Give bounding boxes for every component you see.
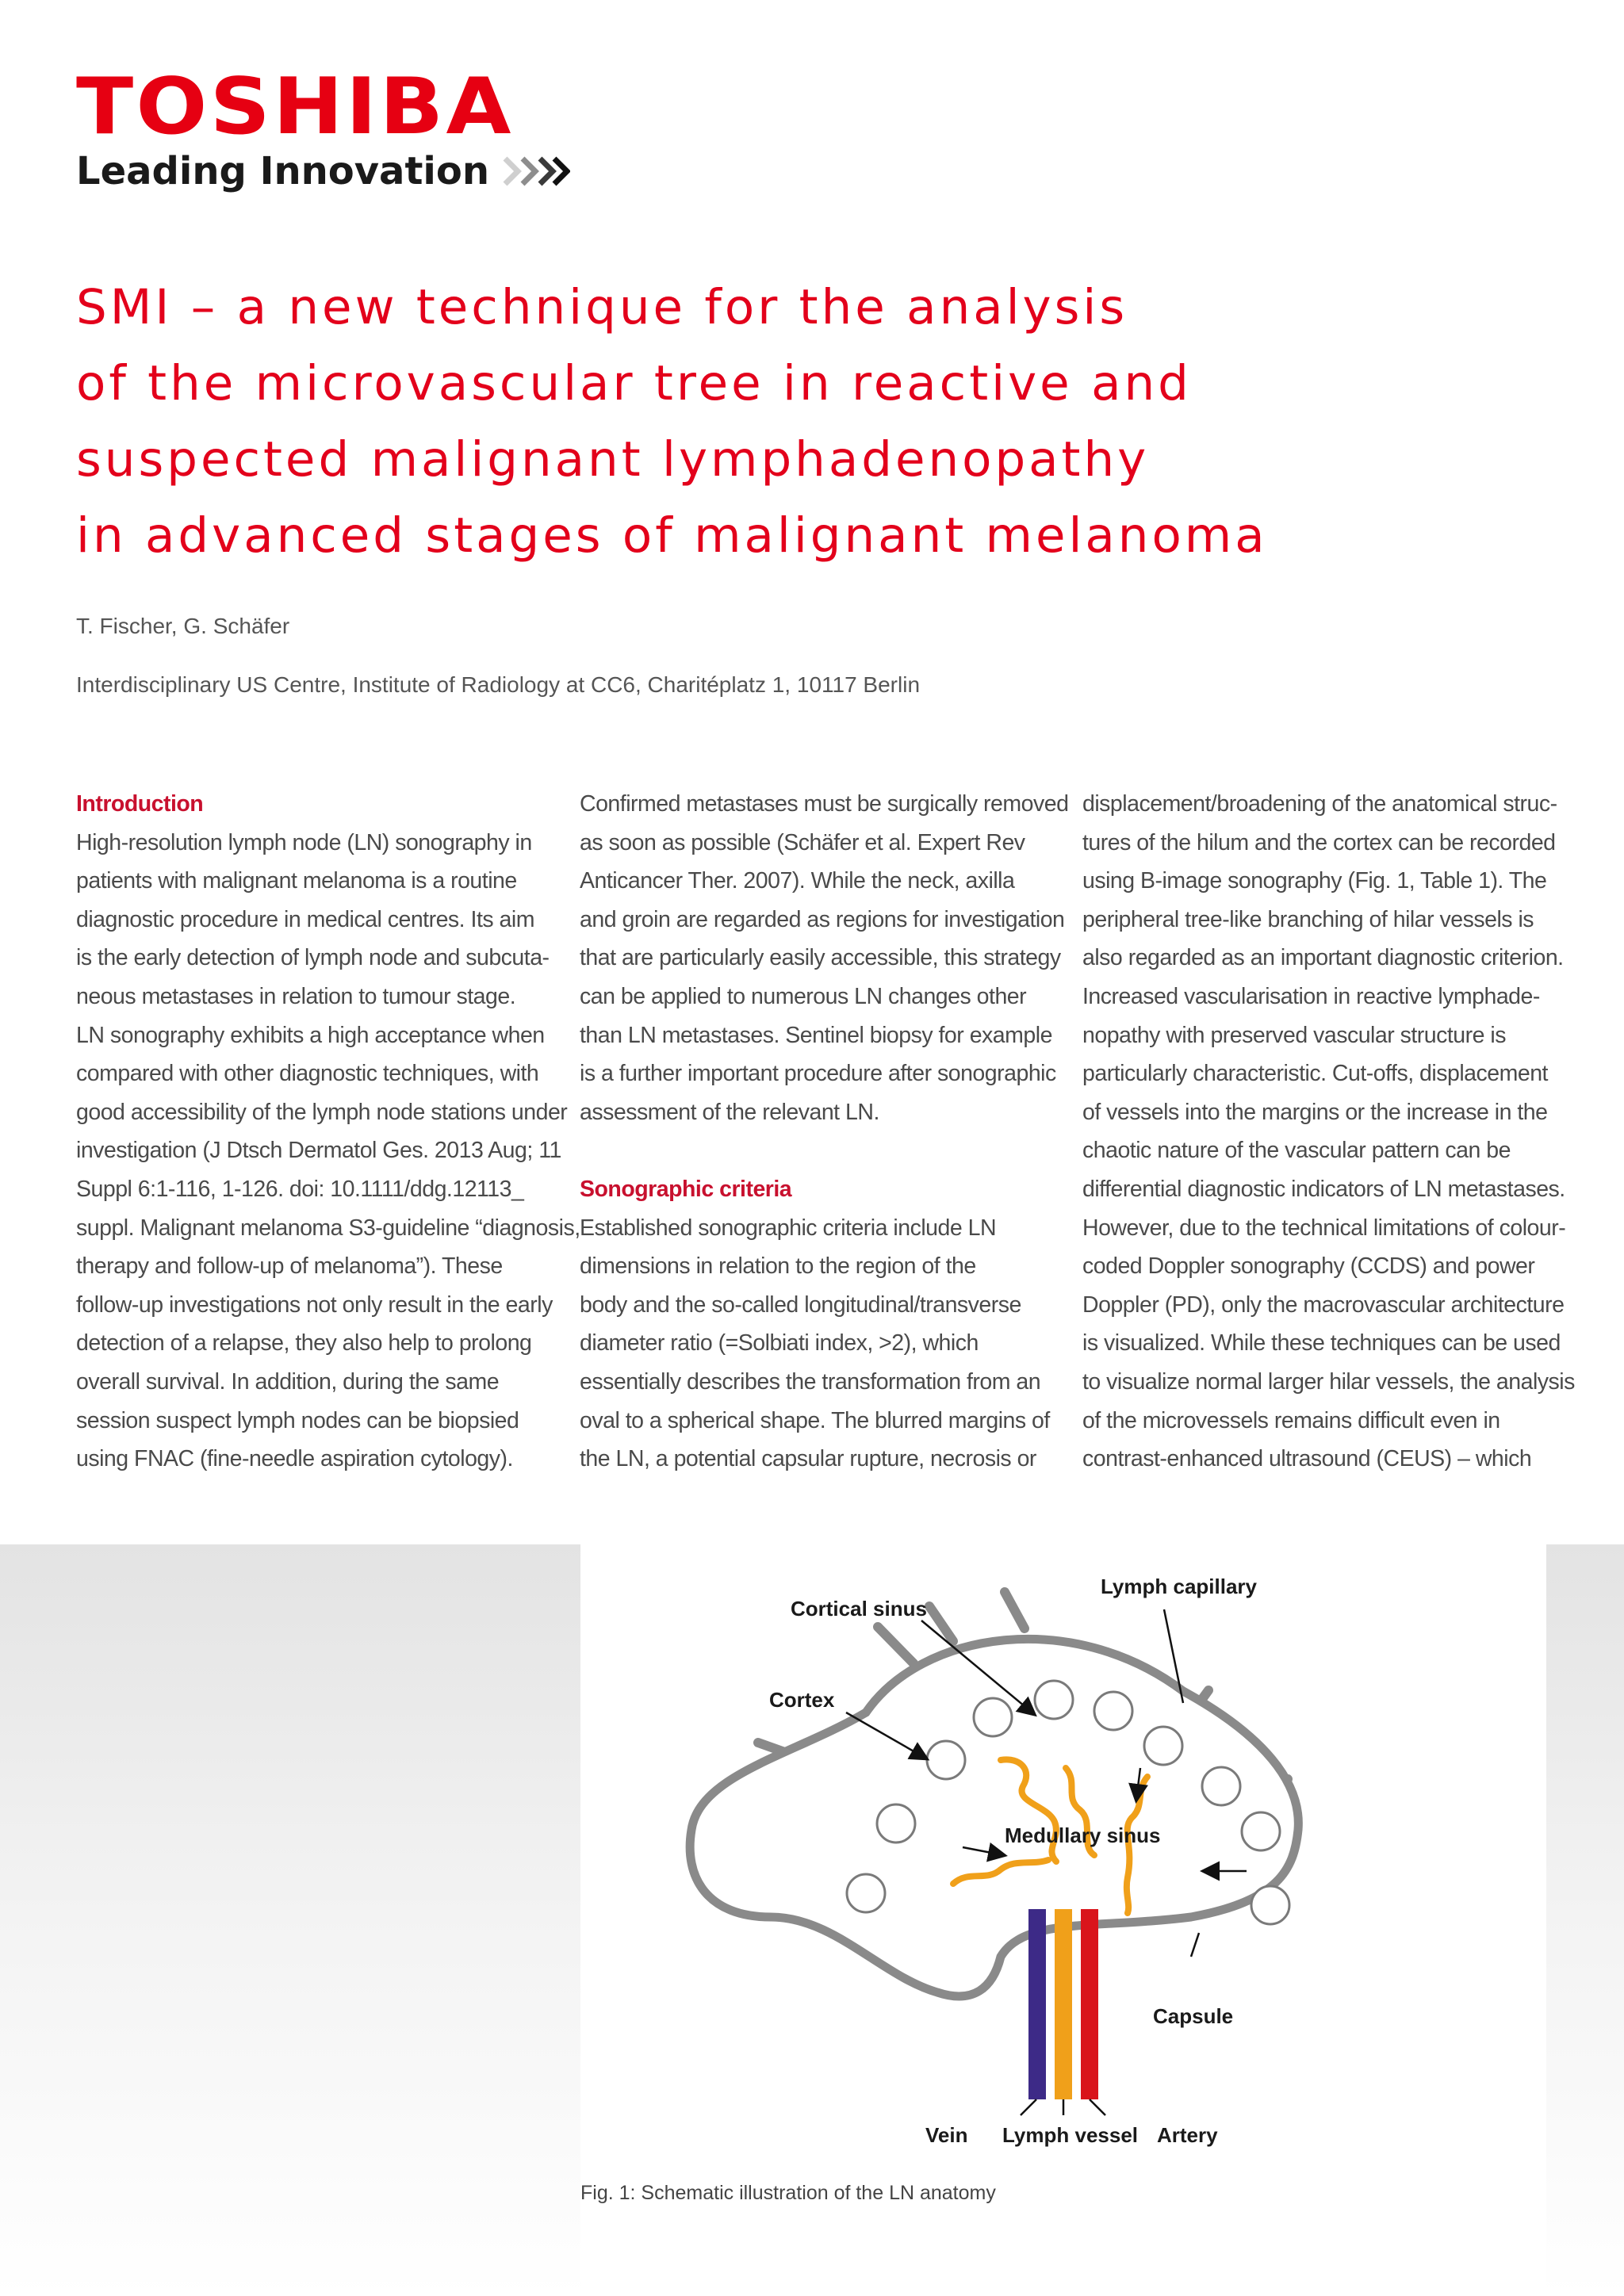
label-vein: Vein [925,2123,968,2147]
metastases-paragraph [580,785,1069,1131]
text-line: contrast-enhanced ultrasound (CEUS) – which [1082,1446,1532,1472]
text-line: body and the so-called longitudinal/transverse [580,1292,1021,1318]
text-line: of vessels into the margins or the increase in the [1082,1099,1548,1125]
text-line: that are particularly easily accessible, this strategy [580,945,1061,971]
text-line: investigation (J Dtsch Dermatol Ges. 2013 Aug; 11 [76,1138,561,1164]
toshiba-logo [76,62,514,152]
text-line: is a further important procedure after sonographic [580,1061,1056,1087]
title-line: of the microvascular tree in reactive and [76,355,1192,411]
text-line: suppl. Malignant melanoma S3-guideline “diagnosis, [76,1215,580,1241]
leader-artery [1090,2099,1105,2115]
text-line: tures of the hilum and the cortex can be recorded [1082,829,1556,855]
figure-caption: Fig. 1: Schematic illustration of the LN anatomy [580,2182,996,2204]
cortex-circle [1035,1681,1073,1719]
figure-background-left [0,1544,580,2296]
text-line: Anticancer Ther. 2007). While the neck, axilla [580,868,1015,894]
text-line: session suspect lymph nodes can be biopsied [76,1407,519,1433]
text-line: overall survival. In addition, during the same [76,1368,500,1395]
text-line: nopathy with preserved vascular structure is [1082,1022,1507,1048]
introduction-paragraph [76,824,580,1479]
text-line: chaotic nature of the vascular pattern can be [1082,1138,1511,1164]
cortex-circle [1242,1812,1280,1850]
cortex-circle [1251,1886,1289,1924]
text-line: Doppler (PD), only the macrovascular architecture [1082,1292,1565,1318]
vein-vessel [1028,1909,1046,2099]
label-lymph-vessel: Lymph vessel [1002,2123,1139,2147]
text-line: peripheral tree-like branching of hilar vessels is [1082,906,1534,932]
text-line: than LN metastases. Sentinel biopsy for example [580,1022,1052,1048]
text-line: of the microvessels remains difficult even in [1082,1407,1500,1433]
text-line: Suppl 6:1-116, 1-126. doi: 10.1111/ddg.12113_ [76,1176,524,1202]
label-capsule: Capsule [1153,2004,1234,2028]
cortex-circle [877,1804,915,1843]
text-line: patients with malignant melanoma is a routine [76,868,517,894]
chevrons-icon [502,154,570,189]
label-medullary-sinus: Medullary sinus [1005,1823,1161,1847]
title-line: SMI – a new technique for the analysis [76,279,1128,335]
title-line: suspected malignant lymphadenopathy [76,431,1150,488]
lymph-capillary [878,1627,914,1663]
cortex-circle [974,1698,1012,1736]
artery-vessel [1081,1909,1098,2099]
text-line: follow-up investigations not only result in the early [76,1292,553,1318]
text-line: is visualized. While these techniques can be used [1082,1330,1561,1357]
article-title [76,270,1567,574]
text-line: using B-image sonography (Fig. 1, Table 1). The [1082,868,1547,894]
text-line: neous metastases in relation to tumour stage. [76,983,516,1009]
introduction-heading: Introduction [76,791,204,817]
vascular-paragraph [1082,785,1575,1479]
cortex-circle [847,1874,885,1912]
column-2 [580,785,1069,1479]
label-artery: Artery [1157,2123,1218,2147]
text-line: the LN, a potential capsular rupture, necrosis or [580,1446,1036,1472]
text-line: displacement/broadening of the anatomical struc- [1082,791,1557,817]
text-line: diagnostic procedure in medical centres. Its aim [76,906,534,932]
text-line: oval to a spherical shape. The blurred margins of [580,1407,1050,1433]
text-line: differential diagnostic indicators of LN metastases. [1082,1176,1565,1202]
column-3 [1082,785,1575,1479]
text-line: LN sonography exhibits a high acceptance when [76,1022,545,1048]
affiliation: Interdisciplinary US Centre, Institute of Radiology at CC6, Charitéplatz 1, 10117 Berlin [76,672,921,697]
text-line: and groin are regarded as regions for investigation [580,906,1065,932]
text-line: dimensions in relation to the region of the [580,1253,976,1280]
text-line: Established sonographic criteria include LN [580,1215,997,1241]
text-line: High-resolution lymph node (LN) sonography in [76,829,532,855]
text-line: assessment of the relevant LN. [580,1099,879,1125]
leader-vein [1021,2099,1036,2115]
text-line: can be applied to numerous LN changes other [580,983,1027,1009]
lymph-vessel-bar [1055,1909,1072,2099]
lymph-capillary [1005,1592,1025,1628]
text-line: essentially describes the transformation from an [580,1368,1041,1395]
text-line: compared with other diagnostic techniques, with [76,1061,539,1087]
text-line: is the early detection of lymph node and subcuta- [76,945,550,971]
lymph-node-diagram [580,1544,1546,2179]
column-1 [76,785,580,1479]
figure-background-right [1546,1544,1624,2296]
cortex-circle [1094,1692,1132,1730]
text-line: therapy and follow-up of melanoma”). These [76,1253,503,1280]
text-line: to visualize normal larger hilar vessels, the analysis [1082,1368,1575,1395]
text-line: Increased vascularisation in reactive lymphade- [1082,983,1540,1009]
text-line: particularly characteristic. Cut-offs, displacement [1082,1061,1548,1087]
tagline-text: Leading Innovation [76,149,489,193]
brand-wordmark: TOSHIBA [76,62,514,152]
tagline [76,149,570,193]
text-line: diameter ratio (=Solbiati index, >2), which [580,1330,979,1357]
label-cortical-sinus: Cortical sinus [791,1597,927,1621]
title-line: in advanced stages of malignant melanoma [76,507,1268,564]
label-lymph-capillary: Lymph capillary [1101,1575,1257,1598]
label-cortex: Cortex [769,1688,835,1712]
leader-capsule [1191,1933,1199,1957]
text-line: coded Doppler sonography (CCDS) and power [1082,1253,1535,1280]
text-line: good accessibility of the lymph node stations under [76,1099,568,1125]
authors: T. Fischer, G. Schäfer [76,614,290,638]
text-line: also regarded as an important diagnostic criterion. [1082,945,1564,971]
text-line: as soon as possible (Schäfer et al. Expert Rev [580,829,1025,855]
text-line: detection of a relapse, they also help to prolong [76,1330,532,1357]
text-line: However, due to the technical limitations of colour- [1082,1215,1566,1241]
cortex-circle [1202,1767,1240,1805]
sonographic-criteria-paragraph [580,1209,1055,1479]
text-line: Confirmed metastases must be surgically removed [580,791,1069,817]
sonographic-criteria-heading: Sonographic criteria [580,1176,792,1202]
cortex-circle [927,1741,965,1779]
text-line: using FNAC (fine-needle aspiration cytology). [76,1446,513,1472]
cortex-circle [1144,1727,1182,1765]
